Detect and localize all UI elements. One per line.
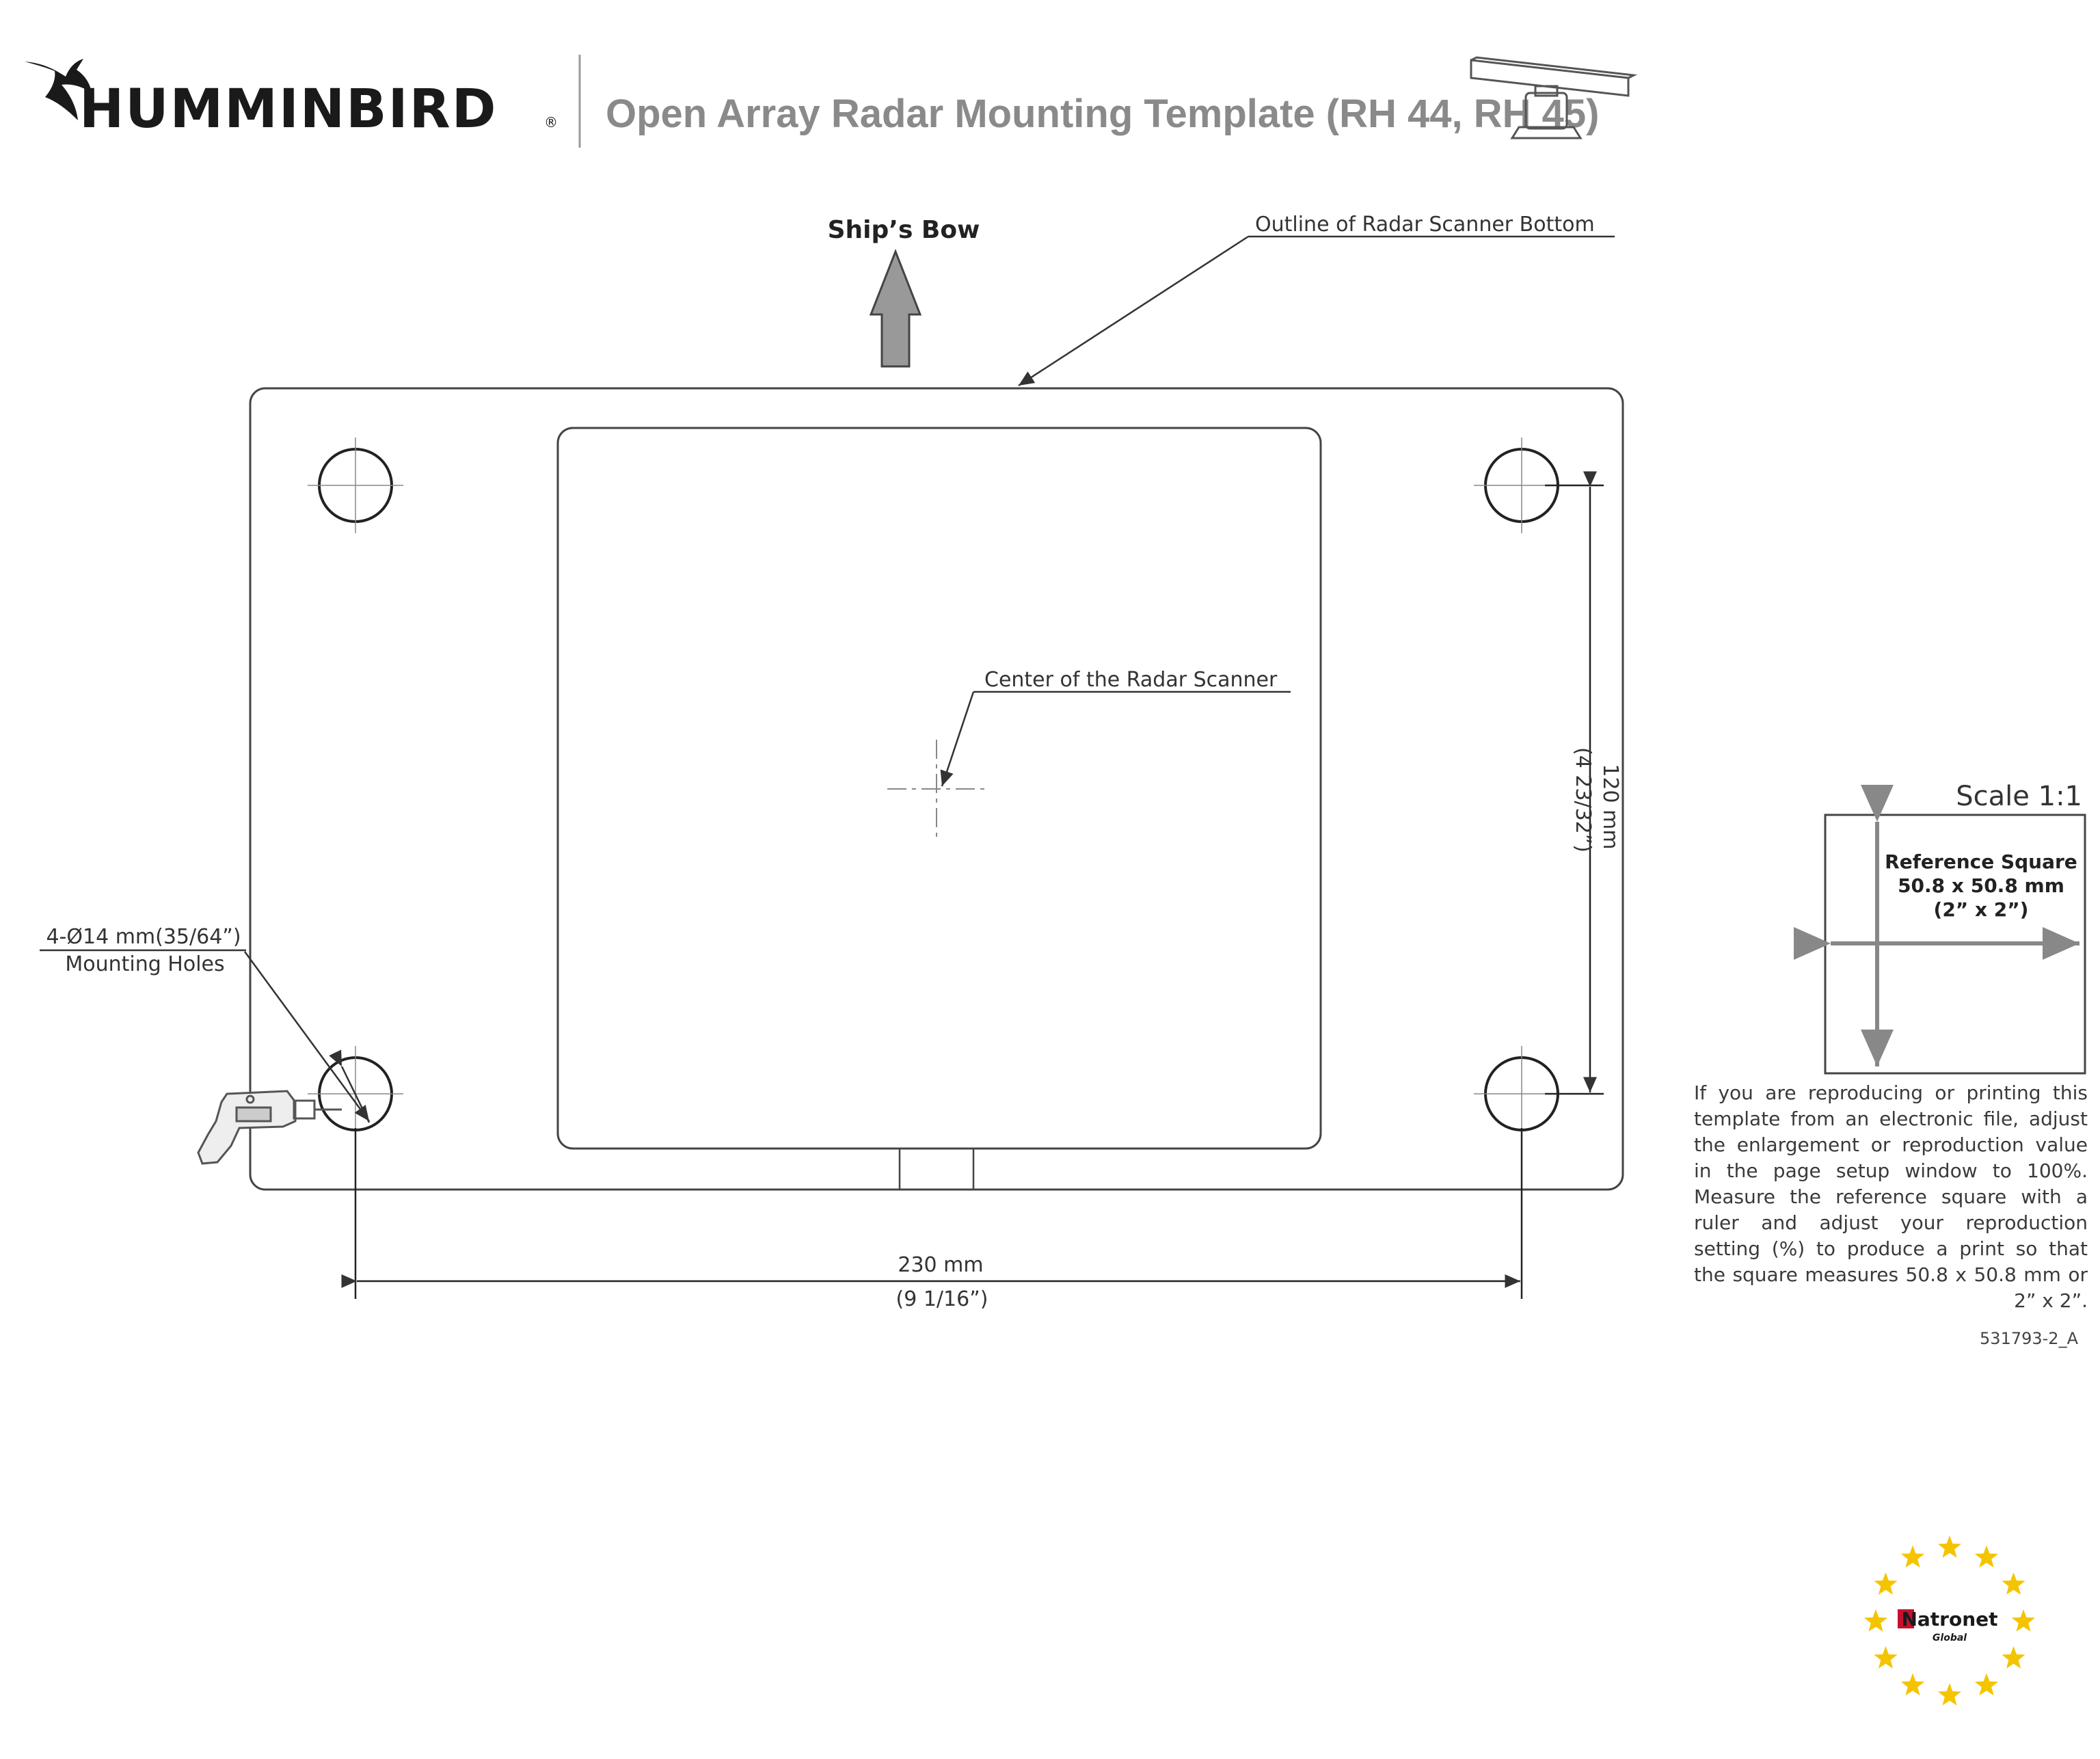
natronet-logo-text: Natronet <box>1901 1608 1998 1630</box>
badge-star <box>1901 1674 1924 1696</box>
reference-label-2: 50.8 x 50.8 mm <box>1898 874 2064 897</box>
center-leader <box>942 692 973 786</box>
height-mm-label: 120 mm <box>1598 764 1622 850</box>
ships-bow-label: Ship’s Bow <box>827 216 980 244</box>
scale-title: Scale 1:1 <box>1956 781 2082 812</box>
badge-star <box>1874 1646 1897 1669</box>
badge-star <box>1938 1535 1961 1558</box>
humminbird-logo <box>25 59 558 140</box>
center-crosshair <box>887 740 986 838</box>
outline-leader <box>1019 237 1248 386</box>
badge-star <box>2002 1646 2025 1669</box>
badge-star <box>1864 1609 1887 1632</box>
badge-star <box>1901 1546 1924 1568</box>
badge-star <box>1975 1546 1998 1568</box>
badge-star <box>2002 1572 2025 1595</box>
badge-star <box>2012 1609 2035 1632</box>
template-title: Open Array Radar Mounting Template (RH 44, RH 45) <box>606 92 1600 136</box>
brand-wordmark: HUMMINBIRD <box>79 79 498 140</box>
natronet-sub-text: Global <box>1932 1633 1967 1643</box>
height-in-label: (4 23/32”) <box>1571 747 1595 853</box>
holes-label-text: Mounting Holes <box>65 952 225 976</box>
bow-arrow <box>871 252 920 366</box>
mounting-hole-top-left <box>308 438 403 533</box>
center-label: Center of the Radar Scanner <box>984 668 1278 692</box>
outline-label: Outline of Radar Scanner Bottom <box>1255 213 1595 237</box>
reference-label-1: Reference Square <box>1885 850 2077 873</box>
width-in-label: (9 1/16”) <box>896 1287 988 1311</box>
scale-instructions: If you are reproducing or printing this template from an electronic file, adjust the enlargement or reproduction value in the page setup window to 100%. Measure the reference square with a ruler and adjust your reproduction setting (%) to produce a print so that the square measures 50.8 x 50.8 mm or 2” x 2”. <box>1694 1082 2088 1312</box>
badge-star <box>1975 1674 1998 1696</box>
natronet-badge <box>1864 1535 2035 1706</box>
badge-star <box>1874 1572 1897 1595</box>
reference-label-3: (2” x 2”) <box>1933 898 2029 921</box>
registered-mark: ® <box>544 114 558 131</box>
width-mm-label: 230 mm <box>898 1253 984 1277</box>
holes-label-size: 4-Ø14 mm(35/64”) <box>46 925 241 949</box>
part-number: 531793-2_A <box>1980 1329 2078 1348</box>
badge-star <box>1938 1683 1961 1706</box>
